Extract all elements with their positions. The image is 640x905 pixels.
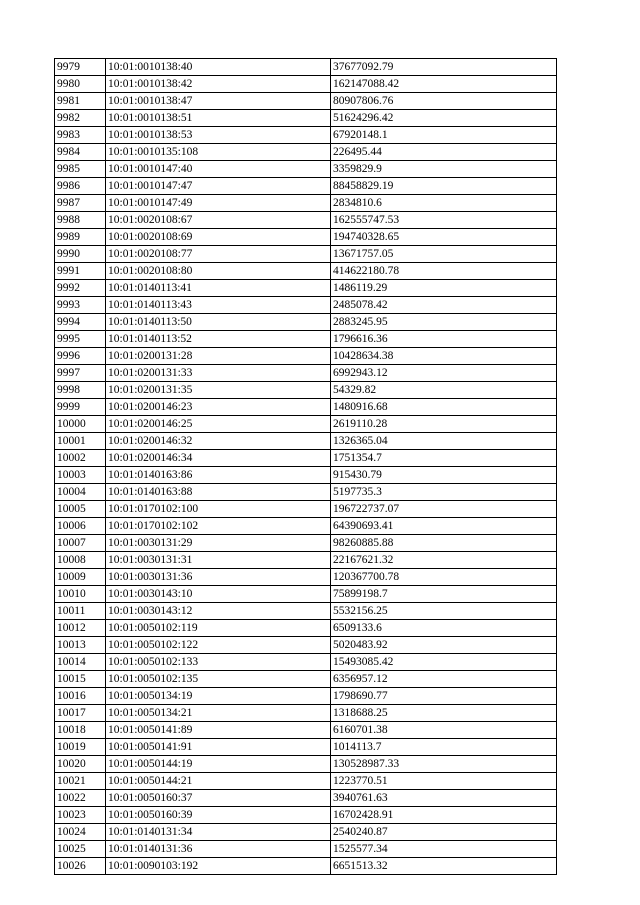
cadastral-number-cell: 10:01:0030131:36: [106, 569, 331, 586]
row-number-cell: 10023: [55, 807, 106, 824]
cadastral-number-cell: 10:01:0200131:28: [106, 348, 331, 365]
table-row: [55, 297, 557, 314]
row-number-cell: 10021: [55, 773, 106, 790]
cadastral-number-cell: 10:01:0010138:47: [106, 93, 331, 110]
cadastral-number-cell: 10:01:0020108:77: [106, 246, 331, 263]
value-cell: 6992943.12: [331, 365, 557, 382]
value-cell: 162555747.53: [331, 212, 557, 229]
cadastral-number-cell: 10:01:0020108:67: [106, 212, 331, 229]
row-number-cell: 10014: [55, 654, 106, 671]
table-row: [55, 756, 557, 773]
value-cell: 2485078.42: [331, 297, 557, 314]
cadastral-number-cell: 10:01:0030131:29: [106, 535, 331, 552]
row-number-cell: 10022: [55, 790, 106, 807]
row-number-cell: 10005: [55, 501, 106, 518]
table-row: [55, 144, 557, 161]
table-row: [55, 722, 557, 739]
row-number-cell: 10006: [55, 518, 106, 535]
table-row: [55, 858, 557, 875]
value-cell: 67920148.1: [331, 127, 557, 144]
value-cell: 1318688.25: [331, 705, 557, 722]
cadastral-number-cell: 10:01:0170102:100: [106, 501, 331, 518]
row-number-cell: 9987: [55, 195, 106, 212]
cadastral-number-cell: 10:01:0050102:133: [106, 654, 331, 671]
cadastral-number-cell: 10:01:0010138:51: [106, 110, 331, 127]
table-row: [55, 569, 557, 586]
value-cell: 13671757.05: [331, 246, 557, 263]
value-cell: 162147088.42: [331, 76, 557, 93]
value-cell: 130528987.33: [331, 756, 557, 773]
cadastral-number-cell: 10:01:0170102:102: [106, 518, 331, 535]
cadastral-number-cell: 10:01:0020108:80: [106, 263, 331, 280]
row-number-cell: 9994: [55, 314, 106, 331]
table-row: [55, 195, 557, 212]
row-number-cell: 9988: [55, 212, 106, 229]
value-cell: 226495.44: [331, 144, 557, 161]
table-row: [55, 229, 557, 246]
value-cell: 1751354.7: [331, 450, 557, 467]
cadastral-number-cell: 10:01:0140163:86: [106, 467, 331, 484]
row-number-cell: 9979: [55, 59, 106, 76]
table-row: [55, 450, 557, 467]
row-number-cell: 9984: [55, 144, 106, 161]
cadastral-number-cell: 10:01:0050134:21: [106, 705, 331, 722]
table-row: [55, 178, 557, 195]
cadastral-number-cell: 10:01:0050102:122: [106, 637, 331, 654]
cadastral-number-cell: 10:01:0050160:39: [106, 807, 331, 824]
row-number-cell: 10015: [55, 671, 106, 688]
table-row: [55, 467, 557, 484]
cadastral-number-cell: 10:01:0010147:40: [106, 161, 331, 178]
table-row: [55, 76, 557, 93]
value-cell: 22167621.32: [331, 552, 557, 569]
table-row: [55, 552, 557, 569]
table-row: [55, 501, 557, 518]
value-cell: 10428634.38: [331, 348, 557, 365]
cadastral-number-cell: 10:01:0090103:192: [106, 858, 331, 875]
row-number-cell: 10010: [55, 586, 106, 603]
cadastral-number-cell: 10:01:0050102:119: [106, 620, 331, 637]
value-cell: 2883245.95: [331, 314, 557, 331]
row-number-cell: 10025: [55, 841, 106, 858]
value-cell: 1014113.7: [331, 739, 557, 756]
cadastral-number-cell: 10:01:0050160:37: [106, 790, 331, 807]
table-row: [55, 331, 557, 348]
table-row: [55, 93, 557, 110]
row-number-cell: 9985: [55, 161, 106, 178]
row-number-cell: 10017: [55, 705, 106, 722]
value-cell: 15493085.42: [331, 654, 557, 671]
cadastral-number-cell: 10:01:0140131:36: [106, 841, 331, 858]
value-cell: 16702428.91: [331, 807, 557, 824]
value-cell: 1223770.51: [331, 773, 557, 790]
table-row: [55, 671, 557, 688]
cadastral-number-cell: 10:01:0050134:19: [106, 688, 331, 705]
cadastral-number-cell: 10:01:0140113:50: [106, 314, 331, 331]
table-row: [55, 620, 557, 637]
table-row: [55, 586, 557, 603]
value-cell: 1798690.77: [331, 688, 557, 705]
row-number-cell: 9980: [55, 76, 106, 93]
table-row: [55, 365, 557, 382]
table-row: [55, 246, 557, 263]
cadastral-number-cell: 10:01:0140163:88: [106, 484, 331, 501]
cadastral-number-cell: 10:01:0200131:33: [106, 365, 331, 382]
value-cell: 88458829.19: [331, 178, 557, 195]
table-row: [55, 807, 557, 824]
row-number-cell: 9981: [55, 93, 106, 110]
table-row: [55, 841, 557, 858]
table-row: [55, 433, 557, 450]
row-number-cell: 10007: [55, 535, 106, 552]
value-cell: 1796616.36: [331, 331, 557, 348]
table-row: [55, 212, 557, 229]
value-cell: 1480916.68: [331, 399, 557, 416]
value-cell: 915430.79: [331, 467, 557, 484]
row-number-cell: 9983: [55, 127, 106, 144]
cadastral-number-cell: 10:01:0030143:12: [106, 603, 331, 620]
row-number-cell: 10020: [55, 756, 106, 773]
cadastral-number-cell: 10:01:0010147:47: [106, 178, 331, 195]
table-row: [55, 637, 557, 654]
table-body: [55, 59, 557, 875]
row-number-cell: 10004: [55, 484, 106, 501]
row-number-cell: 9989: [55, 229, 106, 246]
table-row: [55, 705, 557, 722]
table-row: [55, 824, 557, 841]
cadastral-number-cell: 10:01:0030143:10: [106, 586, 331, 603]
value-cell: 80907806.76: [331, 93, 557, 110]
cadastral-number-cell: 10:01:0140113:41: [106, 280, 331, 297]
value-cell: 2619110.28: [331, 416, 557, 433]
row-number-cell: 10008: [55, 552, 106, 569]
cadastral-number-cell: 10:01:0010147:49: [106, 195, 331, 212]
value-cell: 51624296.42: [331, 110, 557, 127]
cadastral-number-cell: 10:01:0140113:52: [106, 331, 331, 348]
cadastral-number-cell: 10:01:0030131:31: [106, 552, 331, 569]
table-row: [55, 484, 557, 501]
row-number-cell: 10024: [55, 824, 106, 841]
value-cell: 2834810.6: [331, 195, 557, 212]
cadastral-number-cell: 10:01:0010138:42: [106, 76, 331, 93]
value-cell: 3940761.63: [331, 790, 557, 807]
row-number-cell: 9993: [55, 297, 106, 314]
cadastral-number-cell: 10:01:0200146:23: [106, 399, 331, 416]
row-number-cell: 10019: [55, 739, 106, 756]
table-row: [55, 59, 557, 76]
table-row: [55, 161, 557, 178]
row-number-cell: 10011: [55, 603, 106, 620]
table-row: [55, 382, 557, 399]
cadastral-number-cell: 10:01:0200131:35: [106, 382, 331, 399]
table-row: [55, 399, 557, 416]
row-number-cell: 10016: [55, 688, 106, 705]
cadastral-number-cell: 10:01:0200146:34: [106, 450, 331, 467]
cadastral-number-cell: 10:01:0140131:34: [106, 824, 331, 841]
row-number-cell: 10002: [55, 450, 106, 467]
value-cell: 6160701.38: [331, 722, 557, 739]
cadastral-number-cell: 10:01:0200146:25: [106, 416, 331, 433]
table-row: [55, 348, 557, 365]
value-cell: 5532156.25: [331, 603, 557, 620]
table-row: [55, 739, 557, 756]
cadastral-number-cell: 10:01:0050141:91: [106, 739, 331, 756]
value-cell: 6509133.6: [331, 620, 557, 637]
row-number-cell: 9997: [55, 365, 106, 382]
value-cell: 1525577.34: [331, 841, 557, 858]
table-row: [55, 773, 557, 790]
value-cell: 5197735.3: [331, 484, 557, 501]
table-row: [55, 603, 557, 620]
value-cell: 37677092.79: [331, 59, 557, 76]
value-cell: 414622180.78: [331, 263, 557, 280]
value-cell: 64390693.41: [331, 518, 557, 535]
row-number-cell: 10018: [55, 722, 106, 739]
row-number-cell: 10013: [55, 637, 106, 654]
value-cell: 194740328.65: [331, 229, 557, 246]
cadastral-number-cell: 10:01:0050144:21: [106, 773, 331, 790]
table-row: [55, 314, 557, 331]
row-number-cell: 10003: [55, 467, 106, 484]
table-row: [55, 654, 557, 671]
table-row: [55, 518, 557, 535]
value-cell: 6651513.32: [331, 858, 557, 875]
value-cell: 1486119.29: [331, 280, 557, 297]
row-number-cell: 9999: [55, 399, 106, 416]
value-cell: 196722737.07: [331, 501, 557, 518]
row-number-cell: 10000: [55, 416, 106, 433]
row-number-cell: 9982: [55, 110, 106, 127]
row-number-cell: 10026: [55, 858, 106, 875]
row-number-cell: 10009: [55, 569, 106, 586]
row-number-cell: 10012: [55, 620, 106, 637]
value-cell: 54329.82: [331, 382, 557, 399]
cadastral-number-cell: 10:01:0010138:40: [106, 59, 331, 76]
row-number-cell: 9986: [55, 178, 106, 195]
cadastral-number-cell: 10:01:0050144:19: [106, 756, 331, 773]
table-row: [55, 790, 557, 807]
cadastral-number-cell: 10:01:0050141:89: [106, 722, 331, 739]
cadastral-number-cell: 10:01:0020108:69: [106, 229, 331, 246]
cadastral-number-cell: 10:01:0140113:43: [106, 297, 331, 314]
cadastral-number-cell: 10:01:0010135:108: [106, 144, 331, 161]
value-cell: 5020483.92: [331, 637, 557, 654]
cadastral-number-cell: 10:01:0050102:135: [106, 671, 331, 688]
value-cell: 3359829.9: [331, 161, 557, 178]
table-row: [55, 416, 557, 433]
cadastral-number-cell: 10:01:0010138:53: [106, 127, 331, 144]
table-row: [55, 110, 557, 127]
row-number-cell: 9996: [55, 348, 106, 365]
table-row: [55, 535, 557, 552]
value-cell: 98260885.88: [331, 535, 557, 552]
value-cell: 120367700.78: [331, 569, 557, 586]
row-number-cell: 9990: [55, 246, 106, 263]
cadastral-number-cell: 10:01:0200146:32: [106, 433, 331, 450]
table-row: [55, 127, 557, 144]
value-cell: 2540240.87: [331, 824, 557, 841]
table-row: [55, 688, 557, 705]
row-number-cell: 9992: [55, 280, 106, 297]
value-cell: 6356957.12: [331, 671, 557, 688]
table-row: [55, 280, 557, 297]
value-cell: 75899198.7: [331, 586, 557, 603]
row-number-cell: 9998: [55, 382, 106, 399]
value-cell: 1326365.04: [331, 433, 557, 450]
row-number-cell: 9991: [55, 263, 106, 280]
row-number-cell: 10001: [55, 433, 106, 450]
table-row: [55, 263, 557, 280]
row-number-cell: 9995: [55, 331, 106, 348]
data-table: [54, 58, 557, 875]
